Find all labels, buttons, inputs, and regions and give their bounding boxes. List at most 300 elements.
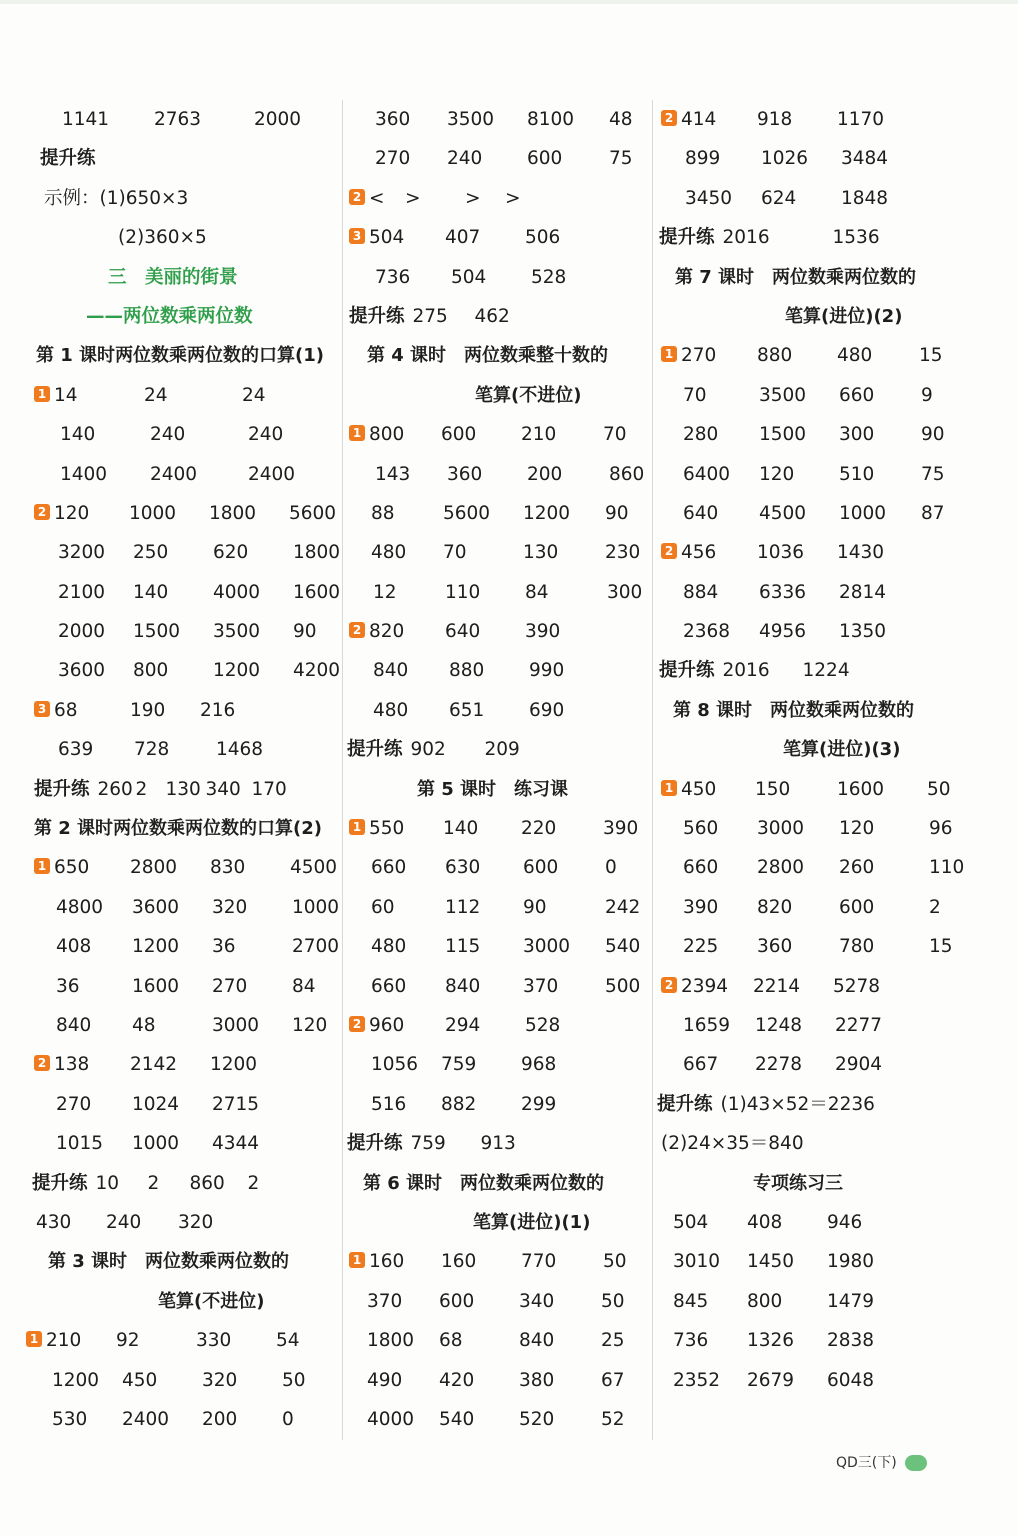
answer-value: 600 [523,857,559,879]
answer-value: 2715 [212,1093,260,1115]
answer-line [657,376,997,415]
answer-value: 2100 [58,581,106,603]
answer-value: 96 [929,818,953,840]
answer-value: 330 [196,1330,232,1352]
answer-text: (2)360×5 [118,227,207,249]
answer-value: 600 [439,1290,475,1312]
answer-value: 2000 [254,109,302,130]
answer-value: 300 [607,581,643,603]
answer-line [347,336,659,375]
answer-line [657,297,997,336]
answer-value: 25 [601,1330,625,1352]
answer-value: 899 [685,148,721,170]
answer-value: 52 [601,1408,625,1430]
answer-line [657,455,997,494]
answer-value: 600 [839,896,875,918]
answer-value: 75 [921,463,945,485]
answer-value: 736 [375,266,411,288]
answer-value: 225 [683,936,719,958]
answer-value: 516 [371,1093,407,1115]
answer-line [657,533,997,572]
answer-value: 660 [683,857,719,879]
answer-line [26,848,344,887]
question-number-badge: 2 [661,543,677,559]
answer-value: 140 [443,818,479,840]
answer-value: 210 [46,1330,82,1352]
answer-value: 2838 [827,1330,875,1352]
answer-value: 639 [58,739,94,761]
answer-line [657,1203,997,1242]
answer-line [347,415,659,454]
answer-line [26,258,344,297]
answer-value: 36 [56,975,80,997]
answer-value: 220 [521,818,557,840]
lesson-title: 笔算(不进位) [475,384,582,406]
answer-value: 90 [605,502,629,524]
answer-value: 150 [755,778,791,800]
answer-value: (1)43×52＝2236 [720,1093,875,1115]
answer-value: 2278 [755,1054,803,1076]
answer-line [657,1242,997,1281]
answer-value: 2400 [248,463,296,485]
answer-value: 138 [54,1054,90,1076]
answer-value: 50 [927,778,951,800]
answer-value: 270 [681,345,717,367]
answer-value: 490 [367,1369,403,1391]
answer-value: 1479 [827,1290,875,1312]
answer-value: 660 [839,384,875,406]
answer-line [347,888,659,927]
answer-value: 15 [929,936,953,958]
answer-value: 3500 [213,621,261,643]
answer-value: 70 [683,384,707,406]
answer-line [26,730,344,769]
answer-value: 845 [673,1290,709,1312]
answer-value: 390 [603,818,639,840]
answer-line [347,573,659,612]
answer-value: 650 [54,857,90,879]
unit-title: ——两位数乘两位数 [86,305,253,327]
answer-value: 3000 [523,936,571,958]
answer-value: 1000 [292,896,340,918]
answer-value: 630 [445,857,481,879]
lesson-title: 第 6 课时 两位数乘两位数的 [363,1172,605,1194]
answer-line [347,297,659,336]
answer-value: 690 [529,699,565,721]
answer-line [347,730,659,769]
answer-value: 60 [371,896,395,918]
answer-value: 140 [60,424,96,446]
answer-value: 1350 [839,621,887,643]
answer-value: 3010 [673,1251,721,1273]
answer-line [347,927,659,966]
answer-text: 示例：(1)650×3 [44,187,189,209]
answer-value: 528 [531,266,567,288]
lesson-number: 第 2 课时 [34,818,114,840]
answer-value: 1430 [837,542,885,564]
answer-line [347,651,659,690]
answer-line [347,1203,659,1242]
answer-value: 620 [213,542,249,564]
answer-value: 216 [200,699,236,721]
lesson-title: 专项练习三 [753,1172,843,1194]
answer-value: 918 [757,109,793,130]
answer-value: 1000 [129,502,177,524]
question-number-badge: 2 [34,1055,50,1071]
answer-value: 450 [681,778,717,800]
answer-line [347,691,659,730]
answer-line [26,612,344,651]
answer-line [26,100,344,139]
answer-line [657,1361,997,1400]
answer-value: 320 [178,1211,214,1233]
answer-value: 624 [761,187,797,209]
answer-line [657,415,997,454]
answer-value: 830 [210,857,246,879]
answer-value: 84 [525,581,549,603]
answer-value: 2814 [839,581,887,603]
answer-value: 2000 [58,621,106,643]
answer-line [26,139,344,178]
answer-value: 407 [445,227,481,249]
question-number-badge: 2 [349,189,365,205]
practice-label: 提升练 [347,739,403,761]
answer-value: 2800 [130,857,178,879]
answer-value: 68 [54,699,78,721]
question-number-badge: 1 [349,819,365,835]
answer-value: 390 [683,896,719,918]
answer-value: > [505,187,521,209]
answer-line [657,1164,997,1203]
answer-value: 50 [601,1290,625,1312]
answer-value: 2 [147,1172,160,1194]
answer-value: 450 [122,1369,158,1391]
answer-value: 1326 [747,1330,795,1352]
answer-value: 902 [410,739,446,761]
practice-label: 提升练 [34,778,90,800]
question-number-badge: 2 [661,110,677,126]
answer-line [347,1006,659,1045]
answer-value: 3600 [132,896,180,918]
answer-value: 260 [97,778,133,800]
answer-value: 1200 [523,502,571,524]
answer-line [26,809,344,848]
answer-value: 0 [605,857,617,879]
answer-value: 160 [369,1251,405,1273]
answer-value: 4344 [212,1133,260,1155]
answer-value: 504 [369,227,405,249]
answer-line [347,533,659,572]
answer-value: 270 [56,1093,92,1115]
lesson-title: 两位数乘两位数的口算(1) [115,345,325,367]
answer-value: 759 [441,1054,477,1076]
answer-value: 1536 [832,227,880,249]
question-number-badge: 1 [349,1252,365,1268]
answer-value: 820 [369,621,405,643]
answer-value: 736 [673,1330,709,1352]
answer-value: 240 [106,1211,142,1233]
answer-value: 12 [373,581,397,603]
answer-line [657,218,997,257]
practice-label: 提升练 [659,660,715,682]
answer-line [657,809,997,848]
answer-value: 3500 [759,384,807,406]
answer-value: 759 [410,1133,446,1155]
answer-value: 4956 [759,621,807,643]
question-number-badge: 1 [34,858,50,874]
answer-column-1 [26,100,344,1439]
answer-line [657,730,997,769]
answer-value: 2277 [835,1014,883,1036]
answer-value: 1015 [56,1133,104,1155]
answer-value: 209 [484,739,520,761]
answer-value: 540 [439,1408,475,1430]
answer-value: 10 [95,1172,120,1194]
answer-value: 5600 [289,502,337,524]
answer-value: < [369,187,385,209]
answer-line [26,415,344,454]
answer-value: 540 [605,936,641,958]
answer-value: 340 [519,1290,555,1312]
answer-line [347,139,659,178]
answer-value: 1800 [293,542,341,564]
answer-value: 260 [839,857,875,879]
answer-value: 50 [603,1251,627,1273]
answer-value: 840 [519,1330,555,1352]
answer-line [347,1321,659,1360]
answer-value: 294 [445,1014,481,1036]
answer-value: 1200 [132,936,180,958]
answer-line [26,218,344,257]
answer-value: 6336 [759,581,807,603]
answer-value: 143 [375,463,411,485]
answer-value: 110 [929,857,965,879]
practice-label: 提升练 [32,1172,88,1194]
answer-value: 1468 [216,739,264,761]
answer-value: 3000 [757,818,805,840]
answer-text: (2)24×35＝840 [661,1133,804,1155]
answer-value: 370 [367,1290,403,1312]
answer-value: 560 [683,818,719,840]
answer-value: 504 [451,266,487,288]
answer-value: 5600 [443,502,491,524]
answer-value: 250 [133,542,169,564]
answer-value: 200 [527,463,563,485]
answer-value: 390 [525,621,561,643]
answer-line [347,1282,659,1321]
lesson-title: 第 7 课时 两位数乘两位数的 [675,266,917,288]
answer-line [26,1400,344,1439]
answer-value: 5278 [833,975,881,997]
answer-value: 15 [919,345,943,367]
answer-line [26,1006,344,1045]
answer-value: 88 [371,502,395,524]
answer-line [347,1124,659,1163]
answer-value: 0 [282,1408,294,1430]
answer-value: 480 [373,699,409,721]
answer-value: 800 [747,1290,783,1312]
answer-value: 414 [681,109,717,130]
answer-value: 112 [445,896,481,918]
answer-value: 968 [521,1054,557,1076]
answer-value: 370 [523,975,559,997]
answer-line [26,651,344,690]
answer-value: 1600 [293,581,341,603]
answer-value: 3500 [447,109,495,130]
answer-value: 240 [447,148,483,170]
answer-value: 840 [445,975,481,997]
page-footer [836,1452,927,1472]
lesson-title: 笔算(进位)(1) [473,1211,591,1233]
answer-line [347,494,659,533]
answer-value: 1450 [747,1251,795,1273]
answer-value: 240 [150,424,186,446]
answer-line [347,967,659,1006]
answer-value: 50 [282,1369,306,1391]
answer-column-3 [652,100,997,1440]
answer-value: 70 [603,424,627,446]
answer-value: 4000 [213,581,261,603]
answer-value: 1024 [132,1093,180,1115]
answer-value: 510 [839,463,875,485]
answer-line [657,1045,997,1084]
answer-value: 1800 [367,1330,415,1352]
answer-line [26,1282,344,1321]
answer-value: 3600 [58,660,106,682]
answer-value: 2016 [722,660,770,682]
answer-line [657,651,997,690]
answer-line [657,179,997,218]
answer-line [347,376,659,415]
answer-line [26,1124,344,1163]
answer-value: 280 [683,424,719,446]
lesson-title: 第 8 课时 两位数乘两位数的 [673,699,915,721]
answer-line [26,336,344,375]
answer-line [657,927,997,966]
answer-line [347,218,659,257]
answer-value: 880 [449,660,485,682]
question-number-badge: 2 [349,1016,365,1032]
answer-value: 913 [480,1133,516,1155]
answer-value: 2394 [681,975,729,997]
answer-value: 1141 [62,109,110,130]
answer-value: 1500 [759,424,807,446]
question-number-badge: 1 [661,780,677,796]
question-number-badge: 3 [349,228,365,244]
answer-value: 70 [443,542,467,564]
answer-value: 92 [116,1330,140,1352]
answer-line [347,1164,659,1203]
answer-value: 90 [921,424,945,446]
answer-value: 550 [369,818,405,840]
answer-line [26,770,344,809]
answer-value: 530 [52,1408,88,1430]
answer-value: 2763 [154,109,202,130]
answer-value: 48 [609,109,633,130]
answer-value: 87 [921,502,945,524]
answer-value: 275 [412,305,448,327]
answer-line [657,258,997,297]
answer-line [26,1164,344,1203]
answer-line [347,612,659,651]
answer-value: 884 [683,581,719,603]
answer-value: 882 [441,1093,477,1115]
answer-value: 9 [921,384,933,406]
answer-line [347,770,659,809]
answer-value: 1800 [209,502,257,524]
answer-value: 90 [293,621,317,643]
answer-line [26,1361,344,1400]
answer-value: 299 [521,1093,557,1115]
answer-value: 1200 [52,1369,100,1391]
answer-value: 2016 [722,227,770,249]
answer-line [657,1124,997,1163]
answer-value: 190 [130,699,166,721]
lesson-title: 笔算(不进位) [158,1290,265,1312]
answer-line [657,848,997,887]
practice-label: 提升练 [349,305,405,327]
answer-value: 1400 [60,463,108,485]
answer-value: 360 [757,936,793,958]
answer-value: 1026 [761,148,809,170]
answer-value: 24 [242,384,266,406]
answer-line [26,455,344,494]
answer-line [347,1242,659,1281]
answer-value: 36 [212,936,236,958]
answer-value: 480 [371,542,407,564]
answer-value: 160 [441,1251,477,1273]
answer-value: 3484 [841,148,889,170]
answer-value: 360 [447,463,483,485]
answer-value: 640 [683,502,719,524]
answer-line [347,100,659,139]
answer-column-2 [342,100,659,1440]
answer-value: 408 [747,1211,783,1233]
answer-value: 1000 [132,1133,180,1155]
answer-value: 1600 [837,778,885,800]
answer-value: 242 [605,896,641,918]
answer-value: 120 [839,818,875,840]
answer-line [26,691,344,730]
answer-line [347,179,659,218]
answer-value: 2 [247,1172,260,1194]
answer-line [657,100,997,139]
answer-line [26,1045,344,1084]
answer-value: 140 [133,581,169,603]
question-number-badge: 2 [661,977,677,993]
answer-value: 660 [371,857,407,879]
answer-value: 2142 [130,1054,178,1076]
answer-value: 3200 [58,542,106,564]
answer-value: 600 [527,148,563,170]
answer-line [347,809,659,848]
answer-value: 130 [523,542,559,564]
answer-value: 6048 [827,1369,875,1391]
answer-value: 115 [445,936,481,958]
answer-line [657,888,997,927]
unit-title: 三 美丽的街景 [108,266,238,288]
answer-value: 380 [519,1369,555,1391]
answer-line [657,1006,997,1045]
answer-line [26,1242,344,1281]
answer-value: 528 [525,1014,561,1036]
answer-line [26,376,344,415]
answer-value: 667 [683,1054,719,1076]
answer-value: 84 [292,975,316,997]
answer-value: 170 [251,778,287,800]
answer-value: 4500 [290,857,338,879]
answer-value: 2 [929,896,941,918]
